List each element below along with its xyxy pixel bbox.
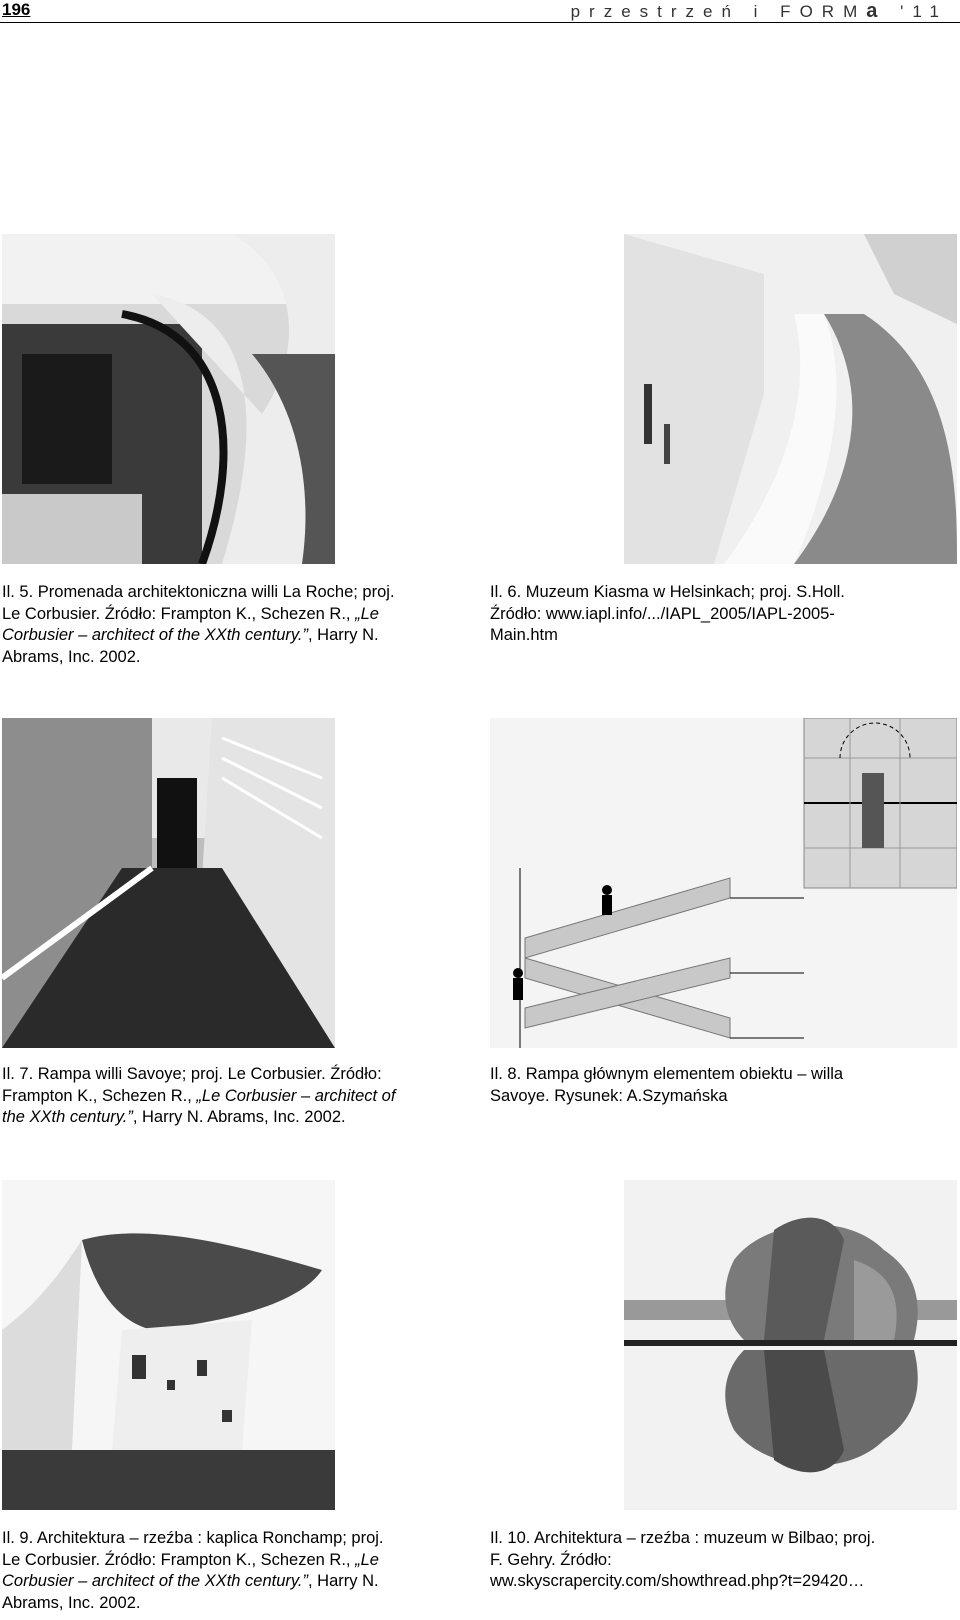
page-number: 196 [2,0,31,19]
caption-line [2,582,472,604]
figure-8-caption [490,1064,960,1107]
header-rule [0,22,960,23]
caption-text-run: the XXth century.” [2,1108,133,1126]
caption-text-run: ww.skyscrapercity.com/showthread.php?t=29420… [490,1572,865,1590]
figure-7-caption [2,1064,472,1129]
figure-7-photo [2,718,335,1048]
caption-text-run: Corbusier – architect of the XXth century.” [2,626,308,644]
caption-text-run: „Le Corbusier – architect of [196,1086,396,1105]
figure-9-photo [2,1180,335,1510]
caption-line [490,1571,960,1593]
caption-text-run: Źródło: www.iapl.info/.../IAPL_2005/IAPL-2005- [490,604,835,623]
caption-line [490,582,960,604]
caption-text-run: Il. 8. Rampa głównym elementem obiektu – willa [490,1065,844,1083]
caption-text-run: Main.htm [490,626,558,644]
caption-text-run: Frampton K., Schezen R., [2,1086,197,1105]
caption-line [2,1550,472,1572]
caption-text-run: „Le [355,1550,379,1569]
caption-line [490,1086,960,1108]
figure-6-photo [624,234,957,564]
caption-line [490,625,960,647]
caption-line [2,625,472,647]
journal-logo-letter: a [866,0,887,22]
caption-text-run: Le Corbusier. Źródło: Frampton K., Schezen R., [2,1550,356,1569]
caption-text-run: Il. 5. Promenada architektoniczna willi La Roche; proj. [2,583,395,601]
caption-line [2,1064,472,1086]
caption-text-run: Il. 7. Rampa willi Savoye; proj. Le Corbusier. Źródło: [2,1065,382,1083]
caption-line [2,1593,472,1615]
caption-line [490,1064,960,1086]
caption-text-run: , Harry N. [308,626,379,644]
figure-8-drawing [490,718,957,1048]
caption-line [2,604,472,626]
caption-text-run: , Harry N. Abrams, Inc. 2002. [132,1108,346,1126]
caption-text-run: Savoye. Rysunek: A.Szymańska [490,1086,728,1105]
figure-5-caption [2,582,472,668]
figure-10-caption [490,1528,960,1593]
caption-text-run: F. Gehry. Źródło: [490,1550,612,1569]
caption-text-run: Corbusier – architect of the XXth century.” [2,1572,308,1590]
caption-line [2,1571,472,1593]
caption-line [2,1107,472,1129]
caption-line [2,647,472,669]
figure-6-caption [490,582,960,647]
caption-text-run: Il. 10. Architektura – rzeźba : muzeum w Bilbao; proj. [490,1529,876,1547]
figure-9-caption [2,1528,472,1614]
caption-line [490,604,960,626]
figure-5-photo [2,234,335,564]
caption-text-run: Abrams, Inc. 2002. [2,1593,141,1612]
caption-text-run: Abrams, Inc. 2002. [2,647,141,666]
figure-10-photo [624,1180,957,1510]
caption-text-run: Le Corbusier. Źródło: Frampton K., Schezen R., [2,604,356,623]
caption-line [490,1528,960,1550]
caption-line [2,1528,472,1550]
caption-text-run: „Le [355,604,379,623]
journal-prefix: przestrzeń i FORM [570,2,867,21]
caption-text-run: Il. 9. Architektura – rzeźba : kaplica Ronchamp; proj. [2,1529,384,1547]
journal-year: '11 [900,2,948,21]
journal-title [571,0,948,23]
caption-line [2,1086,472,1108]
caption-text-run: Il. 6. Muzeum Kiasma w Helsinkach; proj. S.Holl. [490,583,845,601]
caption-line [490,1550,960,1572]
caption-text-run: , Harry N. [308,1572,379,1590]
